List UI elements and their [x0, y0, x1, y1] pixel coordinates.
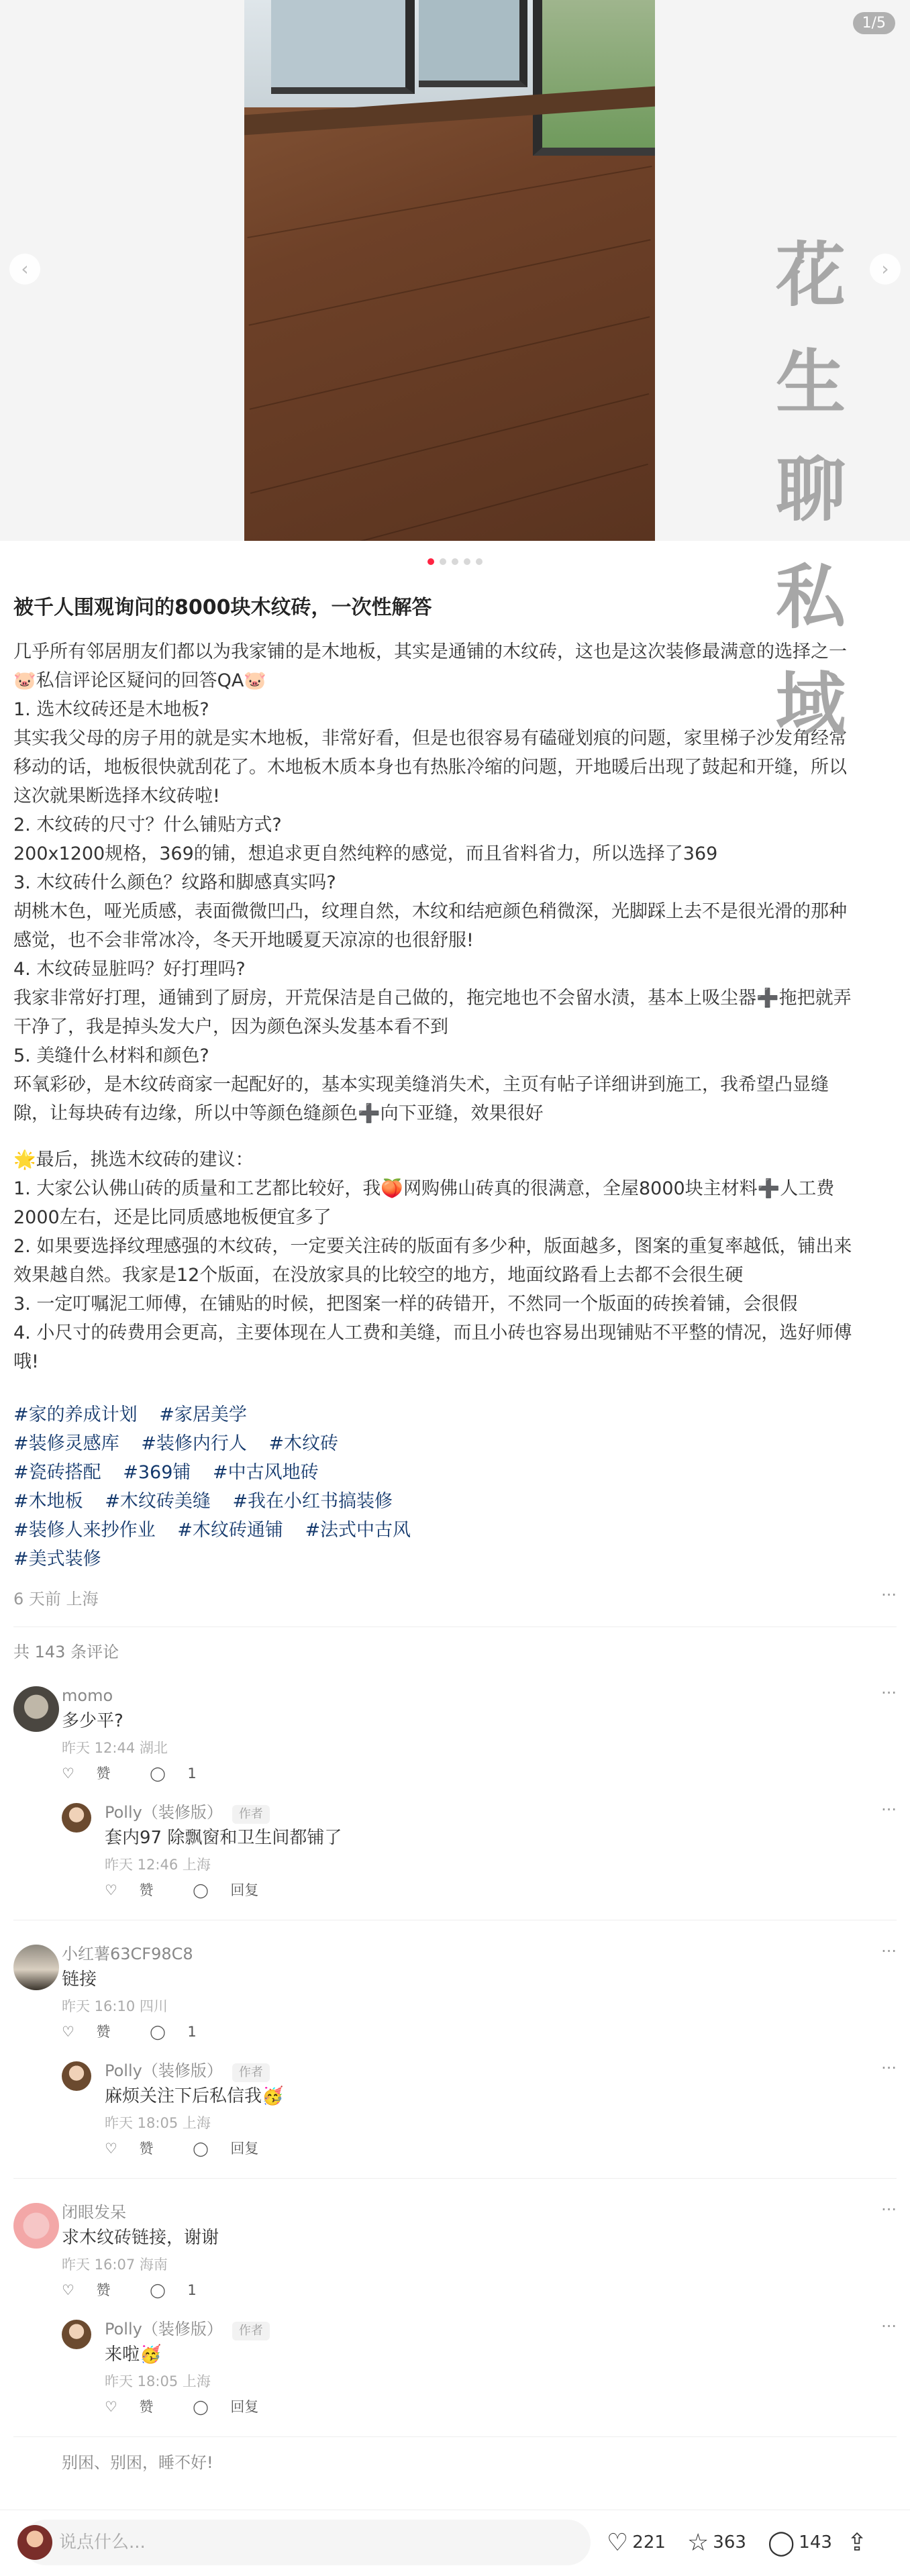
post-paragraph: 3. 一定叮嘱泥工师傅，在铺贴的时候，把图案一样的砖错开，不然同一个版面的砖挨着铺，会很假 [13, 1294, 798, 1315]
comment-time: 昨天 16:07 海南 [62, 2257, 168, 2273]
heart-icon: ♡ [105, 2141, 117, 2157]
bottom-action-bar [0, 2510, 910, 2576]
post-paragraph: 这次就果断选择木纹砖啦! [13, 786, 220, 807]
post-paragraph: 我家非常好打理，通铺到了厨房，开荒保洁是自己做的，拖完地也不会留水渍，基本上吸尘器➕拖把就弄 [13, 988, 852, 1009]
hashtag-link[interactable]: #木地板 [13, 1491, 83, 1512]
heart-icon: ♡ [105, 1882, 117, 1898]
post-paragraph: 4. 小尺寸的砖费用会更高，主要体现在人工费和美缝，而且小砖也容易出现铺贴不平整的情况，选好师傅 [13, 1323, 852, 1343]
post-paragraph: 5. 美缝什么材料和颜色? [13, 1045, 209, 1066]
more-icon[interactable]: ··· [881, 1942, 897, 1961]
hashtag-link[interactable]: #瓷砖搭配 [13, 1462, 101, 1483]
photo-window-right [533, 0, 655, 156]
like-button[interactable] [62, 2282, 128, 2298]
heart-icon: ♡ [62, 2024, 74, 2040]
heart-icon: ♡ [62, 1765, 74, 1782]
like-button[interactable] [62, 2024, 128, 2040]
post-paragraph: 几乎所有邻居朋友们都以为我家铺的是木地板，其实是通铺的木纹砖，这也是这次装修最满意的选择之一 [13, 641, 847, 662]
more-icon[interactable]: ··· [881, 1586, 897, 1604]
comment-actions [62, 1761, 897, 1786]
hashtag-list [13, 1400, 897, 1574]
more-icon[interactable]: ··· [881, 2200, 897, 2219]
reply-label: 回复 [230, 2399, 259, 2415]
reply-count: 1 [187, 2024, 197, 2040]
post-time-location: 6 天前 上海 [13, 1590, 99, 1608]
avatar[interactable] [13, 1945, 59, 1990]
hashtag-link[interactable]: #美式装修 [13, 1549, 101, 1569]
chevron-left-icon[interactable]: ‹ [9, 254, 40, 285]
comment-author[interactable]: 闭眼发呆 [62, 2203, 126, 2222]
like-button[interactable] [105, 1882, 171, 1898]
reply-button[interactable] [193, 2399, 276, 2415]
reply-author [105, 2317, 897, 2341]
reply-count: 1 [187, 1765, 197, 1782]
collect-button[interactable] [687, 2526, 746, 2559]
floor-seam [247, 166, 652, 238]
chevron-right-icon[interactable]: › [870, 254, 901, 285]
hashtag-link[interactable]: #家的养成计划 [13, 1404, 138, 1425]
comment-text[interactable]: 求木纹砖链接，谢谢 [62, 2228, 219, 2248]
photo-window-middle [419, 0, 527, 87]
carousel-dot[interactable] [464, 558, 470, 565]
reply-button[interactable] [193, 2141, 276, 2157]
star-icon: ☆ [687, 2528, 709, 2557]
watermark-char: 私 [775, 556, 846, 638]
like-button[interactable] [62, 1765, 128, 1782]
like-count: 221 [632, 2532, 666, 2553]
post-body [13, 593, 897, 1627]
reply-author [105, 1800, 897, 1824]
comment-item [13, 1684, 897, 1902]
more-icon[interactable]: ··· [881, 1800, 897, 1819]
reply-count-button[interactable] [150, 2024, 214, 2040]
heart-icon: ♡ [62, 2282, 74, 2298]
post-paragraph: 1. 选木纹砖还是木地板? [13, 699, 209, 720]
floor-seam [248, 239, 650, 325]
comment-author[interactable]: 小红薯63CF98C8 [62, 1945, 193, 1963]
avatar[interactable] [13, 1686, 59, 1732]
floor-seam [251, 464, 648, 541]
comment-count: 共 143 条评论 [13, 1643, 119, 1661]
chat-bubble-icon: ◯ [150, 1765, 166, 1782]
post-paragraph: 环氧彩砂，是木纹砖商家一起配好的，基本实现美缝消失术，主页有帖子详细讲到施工，我希望凸显缝 [13, 1074, 829, 1095]
reply-label: 回复 [230, 2141, 259, 2157]
collect-count: 363 [713, 2532, 746, 2553]
comment-input[interactable] [23, 2520, 591, 2565]
post-paragraph: 2. 木纹砖的尺寸？什么铺贴方式? [13, 815, 282, 835]
avatar[interactable] [62, 1803, 91, 1833]
divider [13, 2436, 897, 2437]
share-button[interactable] [847, 2526, 871, 2559]
like-label: 赞 [96, 2282, 111, 2298]
hashtag-link[interactable]: #法式中古风 [305, 1520, 411, 1541]
hashtag-link[interactable]: #木纹砖美缝 [105, 1491, 211, 1512]
like-button[interactable] [105, 2141, 171, 2157]
reply-text[interactable]: 套内97 除飘窗和卫生间都铺了 [105, 1828, 342, 1848]
watermark-char: 生 [775, 342, 846, 423]
comment-count-bottom: 143 [799, 2532, 832, 2553]
comment-text[interactable]: 多少平? [62, 1711, 123, 1731]
hashtag-link[interactable]: #木纹砖通铺 [177, 1520, 283, 1541]
post-paragraph: 2. 如果要选择纹理感强的木纹砖，一定要关注砖的版面有多少种，版面越多，图案的重复率越低，铺出来 [13, 1236, 852, 1257]
comment-item [13, 2200, 897, 2419]
hashtag-link[interactable]: #家居美学 [159, 1404, 247, 1425]
reply-item [62, 2317, 897, 2419]
watermark-char: 域 [775, 664, 846, 745]
reply-author-name[interactable]: Polly（装修版） [105, 2320, 223, 2338]
more-icon[interactable]: ··· [881, 2317, 897, 2336]
reply-author-name[interactable]: Polly（装修版） [105, 1803, 223, 1822]
comment-time: 昨天 16:10 四川 [62, 1998, 168, 2014]
avatar [17, 2525, 52, 2560]
carousel-dot[interactable] [440, 558, 446, 565]
like-label: 赞 [139, 2141, 154, 2157]
avatar[interactable] [62, 2061, 91, 2091]
reply-time: 昨天 12:46 上海 [105, 1857, 211, 1873]
comment-item-partial [13, 2451, 897, 2475]
post-paragraph: 感觉，也不会非常冰冷，冬天开地暖夏天凉凉的也很舒服! [13, 930, 474, 951]
reply-text[interactable]: 来啦🥳 [105, 2345, 162, 2365]
hashtag-link[interactable]: #装修人来抄作业 [13, 1520, 156, 1541]
post-paragraph: 效果越自然。我家是12个版面，在没放家具的比较空的地方，地面纹路看上去都不会很生硬 [13, 1265, 744, 1286]
reply-time: 昨天 18:05 上海 [105, 2115, 211, 2131]
reply-text[interactable]: 麻烦关注下后私信我🥳 [105, 2086, 284, 2106]
post-title: 被千人围观询问的8000块木纹砖，一次性解答 [13, 596, 432, 619]
photo-window-left [271, 0, 415, 94]
post-meta [13, 1586, 897, 1609]
chat-bubble-icon: ◯ [193, 1882, 209, 1898]
avatar[interactable] [13, 2203, 59, 2249]
post-paragraph: 移动的话，地板很快就刮花了。木地板木质本身也有热胀冷缩的问题，开地暖后出现了鼓起和开缝，所以 [13, 757, 847, 778]
floor-seam [250, 316, 650, 410]
share-icon: ⇪ [847, 2528, 868, 2557]
post-photo[interactable] [244, 0, 655, 541]
author-badge: 作者 [232, 2063, 270, 2082]
reply-count-button[interactable] [150, 1765, 214, 1782]
heart-icon: ♡ [607, 2528, 629, 2557]
comment-button[interactable] [768, 2526, 832, 2559]
reply-item [62, 1800, 897, 1902]
reply-time: 昨天 18:05 上海 [105, 2373, 211, 2389]
author-badge: 作者 [232, 1805, 270, 1824]
post-paragraph: 1. 大家公认佛山砖的质量和工艺都比较好，我🍑网购佛山砖真的很满意，全屋8000块主材料➕人工费 [13, 1178, 835, 1199]
divider [13, 2178, 897, 2179]
like-label: 赞 [96, 1765, 111, 1782]
post-paragraph: 3. 木纹砖什么颜色？纹路和脚感真实吗? [13, 872, 336, 893]
chat-bubble-icon: ◯ [193, 2141, 209, 2157]
heart-icon: ♡ [105, 2399, 117, 2415]
watermark [770, 221, 851, 758]
like-label: 赞 [139, 1882, 154, 1898]
comment-time: 昨天 12:44 湖北 [62, 1740, 168, 1756]
hashtag-link[interactable]: #中古风地砖 [212, 1462, 319, 1483]
hashtag-link[interactable]: #369铺 [123, 1462, 191, 1483]
reply-item [62, 2059, 897, 2161]
chat-bubble-icon: ◯ [193, 2399, 209, 2415]
chat-bubble-icon: ◯ [768, 2528, 795, 2557]
watermark-char: 聊 [775, 449, 846, 531]
chat-bubble-icon: ◯ [150, 2024, 166, 2040]
comment-text[interactable]: 链接 [62, 1969, 97, 1990]
more-icon[interactable]: ··· [881, 2059, 897, 2077]
comment-author[interactable]: 别困、别困，睡不好! [62, 2453, 213, 2472]
post-paragraph: 4. 木纹砖显脏吗？好打理吗? [13, 959, 246, 980]
carousel-dot[interactable] [452, 558, 458, 565]
like-label: 赞 [139, 2399, 154, 2415]
reply-count: 1 [187, 2282, 197, 2298]
more-icon[interactable]: ··· [881, 1684, 897, 1702]
watermark-char: 花 [775, 234, 846, 316]
avatar[interactable] [62, 2320, 91, 2349]
author-badge: 作者 [232, 2322, 270, 2340]
image-counter: 1/5 [853, 12, 895, 34]
reply-label: 回复 [230, 1882, 259, 1898]
hashtag-link[interactable]: #装修内行人 [141, 1433, 247, 1454]
hashtag-link[interactable]: #木纹砖 [268, 1433, 339, 1454]
post-paragraph: 2000左右，还是比同质感地板便宜多了 [13, 1207, 332, 1228]
like-label: 赞 [96, 2024, 111, 2040]
comment-actions [62, 2278, 897, 2302]
post-paragraph: 哦! [13, 1351, 39, 1372]
post-paragraph: 其实我父母的房子用的就是实木地板，非常好看，但是也很容易有磕碰划痕的问题，家里梯子沙发角经常 [13, 728, 847, 749]
hashtag-link[interactable]: #我在小红书搞装修 [232, 1491, 393, 1512]
comment-section [13, 1639, 897, 2475]
comment-actions [62, 2020, 897, 2044]
post-paragraph: 干净了，我是掉头发大户，因为颜色深头发基本看不到 [13, 1017, 448, 1037]
reply-author-name[interactable]: Polly（装修版） [105, 2061, 223, 2080]
carousel-dot[interactable] [476, 558, 483, 565]
like-button[interactable] [607, 2526, 666, 2559]
post-paragraph: 200x1200规格，369的铺，想追求更自然纯粹的感觉，而且省料省力，所以选择了369 [13, 843, 718, 864]
reply-button[interactable] [193, 1882, 276, 1898]
reply-actions [105, 2395, 897, 2419]
reply-actions [105, 2136, 897, 2161]
post-paragraph: 胡桃木色，哑光质感，表面微微凹凸，纹理自然，木纹和结疤颜色稍微深，光脚踩上去不是很光滑的那种 [13, 901, 847, 922]
post-paragraph: 🐷私信评论区疑问的回答QA🐷 [13, 670, 266, 691]
reply-count-button[interactable] [150, 2282, 214, 2298]
comment-item [13, 1942, 897, 2161]
like-button[interactable] [105, 2399, 171, 2415]
post-paragraph: 隙，让每块砖有边缘，所以中等颜色缝颜色➕向下亚缝，效果很好 [13, 1103, 544, 1124]
post-paragraph: 🌟最后，挑选木纹砖的建议： [13, 1149, 254, 1170]
comment-author[interactable]: momo [62, 1686, 113, 1705]
hashtag-link[interactable]: #装修灵感库 [13, 1433, 119, 1454]
reply-actions [105, 1878, 897, 1902]
chat-bubble-icon: ◯ [150, 2282, 166, 2298]
carousel-dot-active[interactable] [427, 558, 434, 565]
reply-author [105, 2059, 897, 2083]
